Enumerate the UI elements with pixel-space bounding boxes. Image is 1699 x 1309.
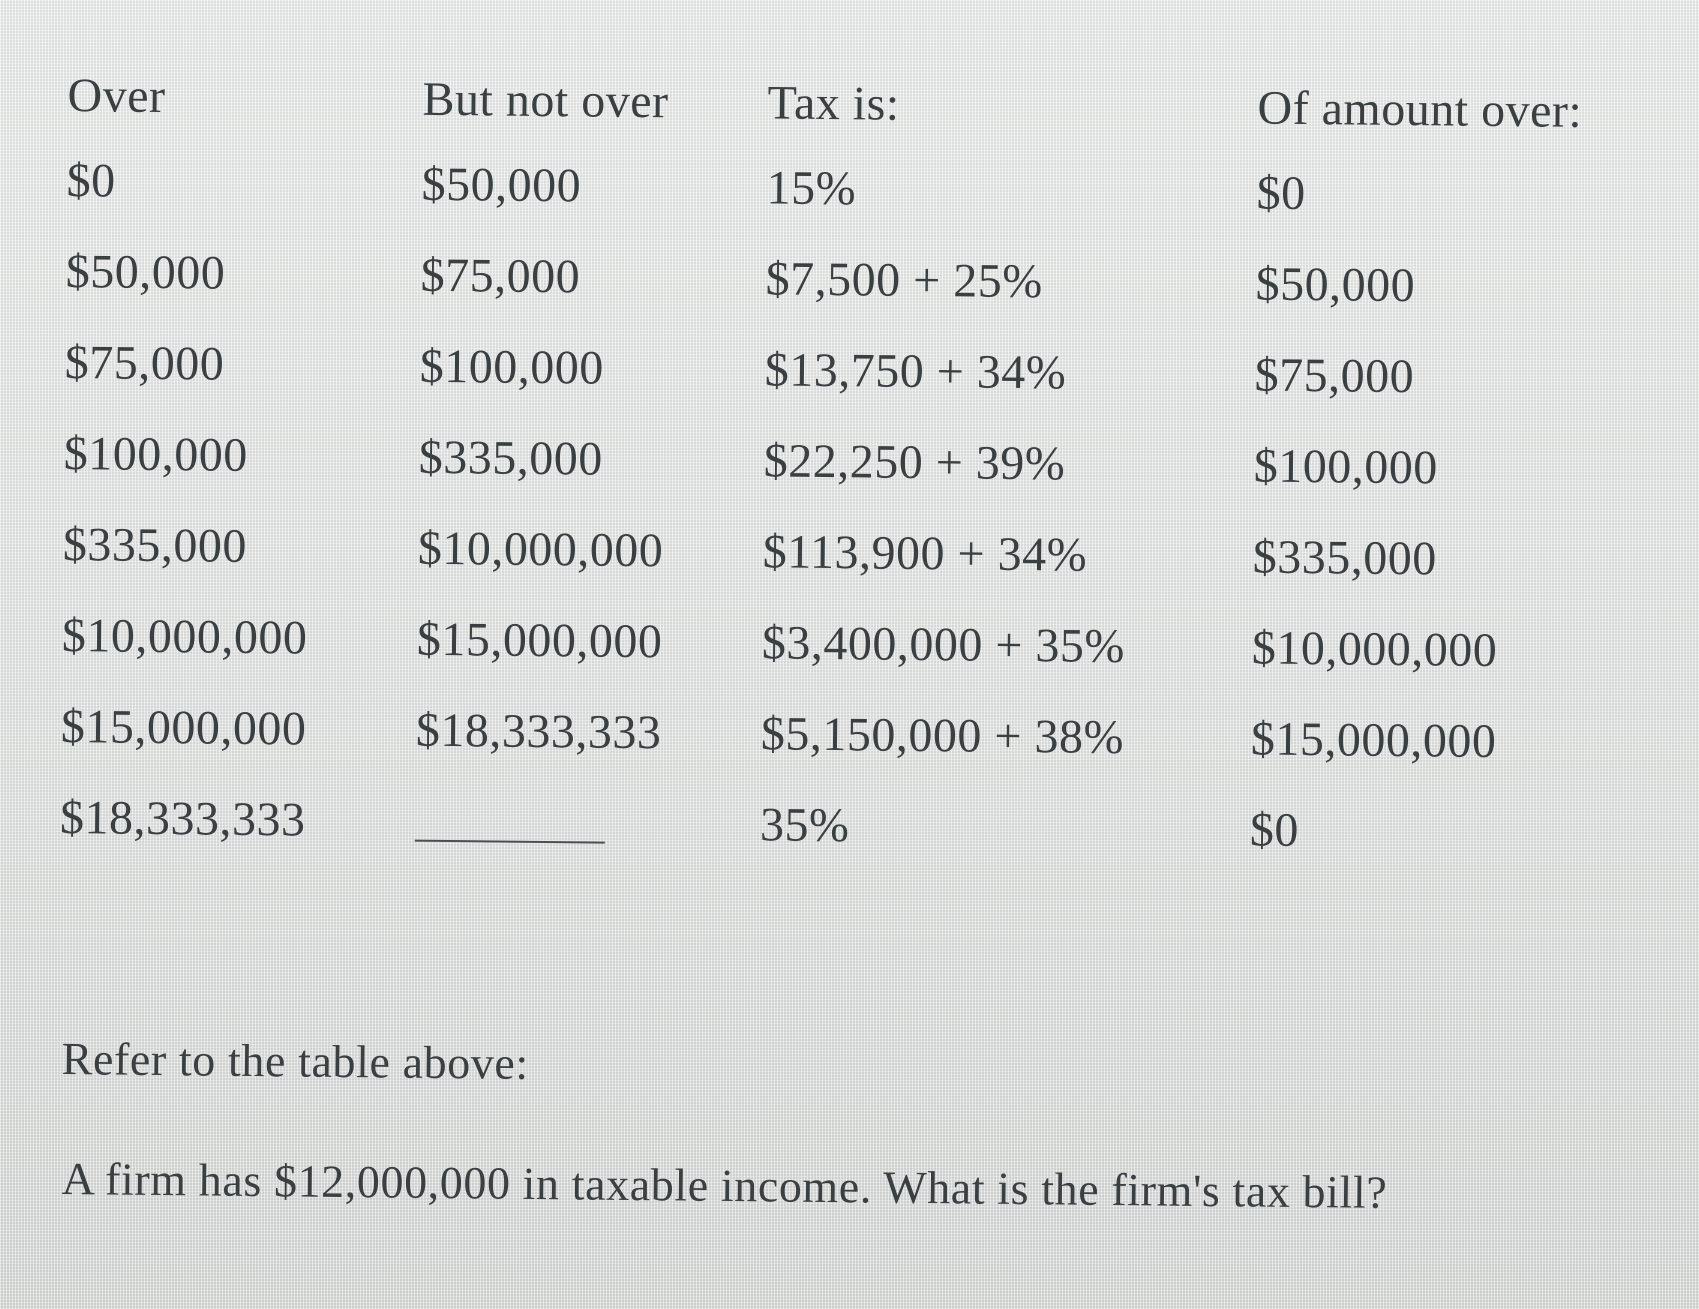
question-text: A firm has $12,000,000 in taxable income. What is the firm's tax bill? xyxy=(61,1153,1388,1218)
cell-over: $0 xyxy=(66,153,116,208)
table-row xyxy=(64,317,1615,424)
cell-tax-is: $3,400,000 + 35% xyxy=(761,616,1126,674)
prompt-text: Refer to the table above: xyxy=(61,1033,530,1089)
blank-underline xyxy=(415,810,605,844)
table-row xyxy=(66,135,1617,242)
cell-over: $335,000 xyxy=(62,517,248,573)
cell-but-not-over: $335,000 xyxy=(418,430,604,486)
header-but-not-over: But not over xyxy=(422,72,669,128)
cell-of-amount-over: $100,000 xyxy=(1253,439,1439,495)
cell-of-amount-over: $10,000,000 xyxy=(1251,621,1498,677)
cell-of-amount-over: $0 xyxy=(1249,803,1300,857)
cell-of-amount-over: $335,000 xyxy=(1252,530,1438,586)
cell-over: $10,000,000 xyxy=(61,608,308,665)
cell-tax-is: $7,500 + 25% xyxy=(765,252,1044,309)
cell-but-not-over-blank xyxy=(415,776,761,871)
cell-over: $15,000,000 xyxy=(60,699,307,756)
cell-over: $75,000 xyxy=(64,335,225,391)
cell-tax-is: 15% xyxy=(766,161,857,216)
cell-but-not-over: $50,000 xyxy=(421,157,582,213)
table-body xyxy=(60,135,1618,879)
header-of-amount-over: Of amount over: xyxy=(1257,80,1583,138)
cell-over: $100,000 xyxy=(63,426,249,482)
cell-but-not-over: $100,000 xyxy=(419,339,605,395)
cell-of-amount-over: $50,000 xyxy=(1255,257,1416,313)
cell-of-amount-over: $15,000,000 xyxy=(1250,712,1497,768)
cell-tax-is: $113,900 + 34% xyxy=(762,525,1088,582)
cell-of-amount-over: $75,000 xyxy=(1254,348,1415,404)
cell-but-not-over: $18,333,333 xyxy=(415,703,662,760)
header-tax-is: Tax is: xyxy=(767,75,900,131)
table-row xyxy=(65,226,1616,333)
cell-of-amount-over: $0 xyxy=(1256,166,1306,220)
cell-tax-is: $5,150,000 + 38% xyxy=(760,707,1125,765)
cell-tax-is: $22,250 + 39% xyxy=(763,434,1066,491)
cell-but-not-over: $75,000 xyxy=(420,248,581,304)
table-row xyxy=(60,772,1611,879)
cell-tax-is: $13,750 + 34% xyxy=(764,343,1067,400)
cell-over: $50,000 xyxy=(65,244,226,300)
table-row xyxy=(60,681,1611,788)
table-row xyxy=(63,408,1614,515)
cell-but-not-over: $10,000,000 xyxy=(417,521,664,578)
cell-over: $18,333,333 xyxy=(59,790,306,847)
tax-rate-table xyxy=(60,55,1618,879)
table-row xyxy=(61,590,1612,697)
header-over: Over xyxy=(67,68,166,123)
cell-tax-is: 35% xyxy=(759,798,850,853)
table-row xyxy=(62,499,1613,606)
cell-but-not-over: $15,000,000 xyxy=(416,612,663,669)
